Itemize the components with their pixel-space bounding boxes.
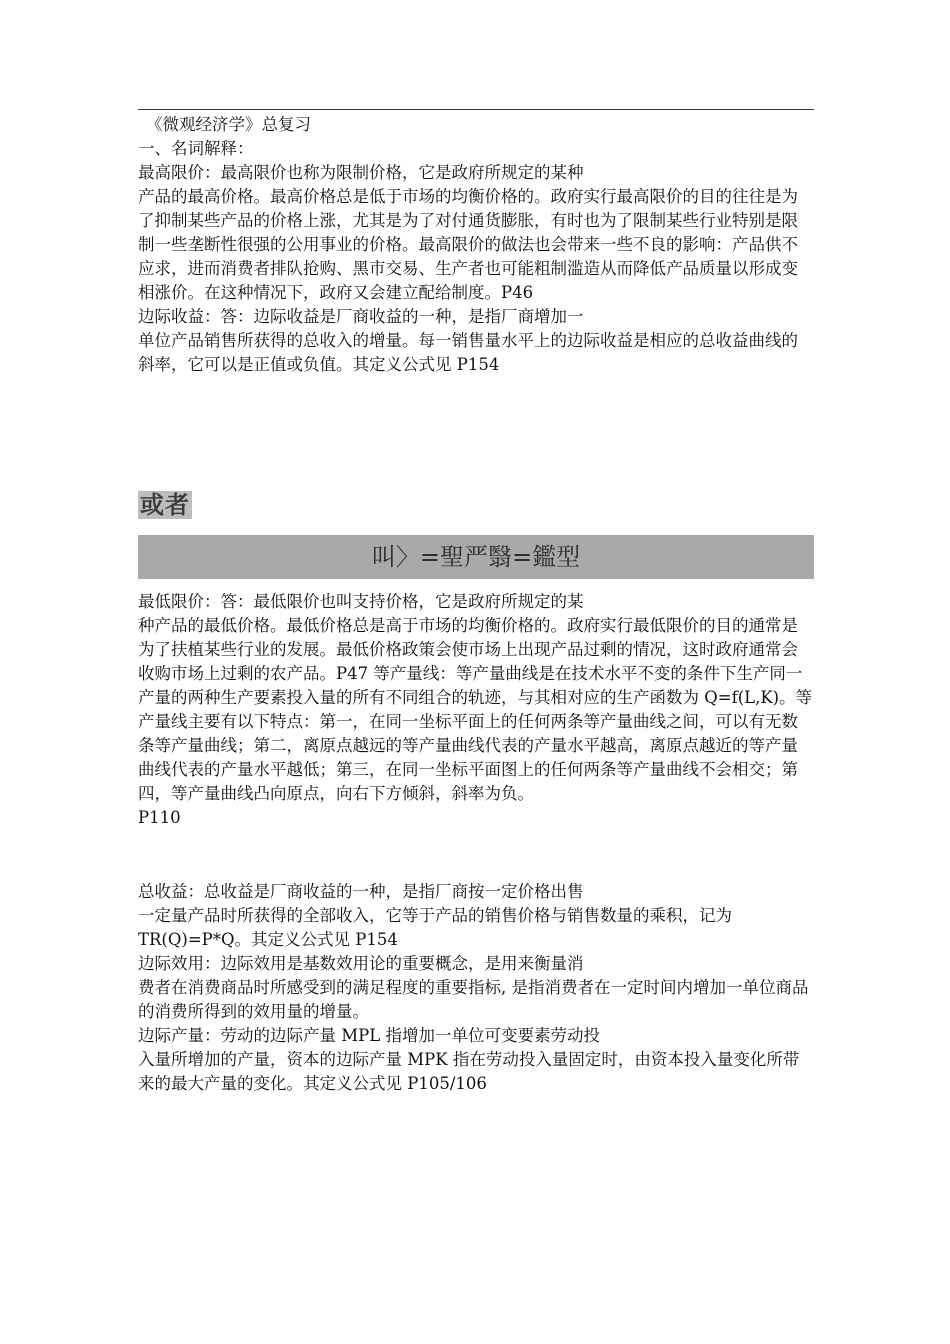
section-heading: 一、名词解释： (138, 139, 254, 158)
header-rule (138, 109, 814, 110)
section-middle (138, 590, 814, 830)
term-total-revenue-lead: 总收益：总收益是厂商收益的一种，是指厂商按一定价格出售 (138, 882, 584, 901)
term-min-price-body: 种产品的最低价格。最低价格总是高于市场的均衡价格的。政府实行最低限价的目的通常是为了扶植某些行业的发展。最低价格政策会使市场上出现产品过剩的情况，这时政府通常会收购市场上过剩的农产品。P47 等产量线：等产量曲线是在技术水平不变的条件下生产同一产量的两种生产要素投入量的所有不同组合的轨迹，与其相对应的生产函数为 Q=f(L,K)。等产量线主要有以下特点：第一，在同一坐标平面上的任何两条等产量曲线之间，可以有无数条等产量曲线；第二，离原点越远的等产量曲线代表的产量水平越高，离原点越近的等产量曲线代表的产量水平越低；第三，在同一坐标平面图上的任何两条等产量曲线不会相交；第四，等产量曲线凸向原点，向右下方倾斜，斜率为负。 (138, 616, 813, 803)
term-total-revenue-body: 一定量产品时所获得的全部收入，它等于产品的销售价格与销售数量的乘积，记为 TR(Q)=P*Q。其定义公式见 P154 (138, 906, 732, 949)
document-title: 《微观经济学》总复习 (146, 115, 311, 134)
section-upper (138, 113, 814, 377)
section-lower (138, 880, 814, 1096)
term-min-price-lead: 最低限价：答：最低限价也叫支持价格，它是政府所规定的某 (138, 592, 584, 611)
scanned-word-block: 或者 (140, 491, 190, 519)
term-max-price-lead: 最高限价：最高限价也称为限制价格，它是政府所规定的某种 (138, 163, 584, 182)
term-marginal-revenue-body: 单位产品销售所获得的总收入的增量。每一销售量水平上的边际收益是相应的总收益曲线的斜率，它可以是正值或负值。其定义公式见 P154 (138, 331, 798, 374)
term-marginal-product-lead: 边际产量：劳动的边际产量 MPL 指增加一单位可变要素劳动投 (138, 1026, 600, 1045)
term-marginal-utility-lead: 边际效用：边际效用是基数效用论的重要概念，是用来衡量消 (138, 954, 584, 973)
term-marginal-utility-body: 费者在消费商品时所感受到的满足程度的重要指标, 是指消费者在一定时间内增加一单位商品的消费所得到的效用量的增量。 (138, 978, 809, 1021)
term-marginal-product-body: 入量所增加的产量，资本的边际产量 MPK 指在劳动投入量固定时，由资本投入量变化所带来的最大产量的变化。其定义公式见 P105/106 (138, 1050, 800, 1093)
page-reference: P110 (138, 808, 181, 827)
term-max-price-body: 产品的最高价格。最高价格总是低于市场的均衡价格的。政府实行最高限价的目的往往是为了抑制某些产品的价格上涨，尤其是为了对付通货膨胀，有时也为了限制某些行业特别是限制一些垄断性很强的公用事业的价格。最高限价的做法也会带来一些不良的影响：产品供不应求，进而消费者排队抢购、黑市交易、生产者也可能粗制滥造从而降低产品质量以形成变相涨价。在这种情况下，政府又会建立配给制度。P46 (138, 187, 798, 302)
term-marginal-revenue-lead: 边际收益：答：边际收益是厂商收益的一种，是指厂商增加一 (138, 307, 584, 326)
scanned-formula-bar: 叫〉=聖严翳=鑑型 (138, 535, 814, 579)
